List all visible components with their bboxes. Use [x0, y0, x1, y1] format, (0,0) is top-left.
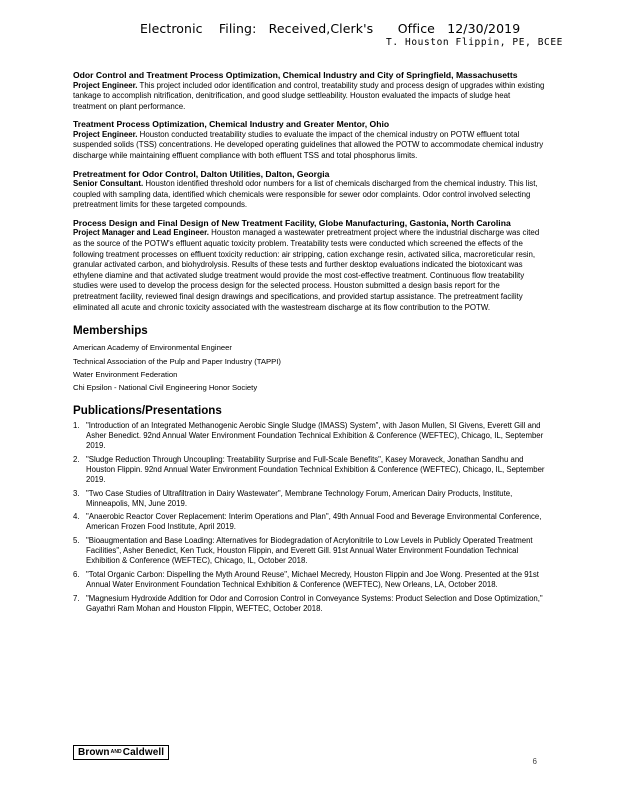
project-entry [73, 70, 545, 112]
publication-text: "Total Organic Carbon: Dispelling the Myth Around Reuse", Michael Mecredy, Houston Flippin and Joe Wong. Presented at the 91st Annual Water Environment Foundation Technical Exhibition & Conference (WEFTEC), New Orleans, LA, October 2018. [86, 569, 539, 590]
publication-item [73, 570, 545, 590]
project-role: Project Manager and Lead Engineer. [73, 228, 209, 238]
publication-number: 3. [73, 488, 80, 498]
logo-word-brown: Brown [78, 747, 110, 758]
publications-list [73, 421, 545, 614]
project-text: Houston managed a wastewater pretreatment project where the industrial discharge was cited as the source of the POTW's effluent aquatic toxicity problem. Treatability tests were conducted which screened the effects of the following treatment processes on effluent toxicity reduction: air stripping, cation exchange resin, activated silica, macroreticular resin, granular activated carbon, and biohydrolysis. Results of these tests and further desktop evaluations indicated the biotoxicant was ethylene diamine and that activated sludge treatment would provide the most cost-effective treatment. Continuous flow treatability studies were used to develop the process design for the selected process. Houston submitted a design basis report for the pretreatment facility, reviewed final design drawings and specifications, and provided startup assistance. The pretreatment facility eliminated all acute and chronic toxicity associated with the wastestream discharge at its flow contribution to the POTW. [73, 228, 540, 312]
logo-word-and: AND [110, 749, 122, 756]
publications-heading: Publications/Presentations [73, 403, 222, 417]
project-text: This project included odor identification and control, treatability study and process design of upgrades within existing tankage to accomplish nitrification, denitrification, and good sludge settleability. Houston evaluated the impacts of sludge heat treatment on plant performance. [73, 80, 545, 111]
project-description [73, 228, 545, 313]
publication-item [73, 536, 545, 567]
membership-item: Chi Epsilon - National Civil Engineering Honor Society [73, 383, 258, 393]
logo-word-caldwell: Caldwell [122, 747, 165, 758]
project-text: Houston conducted treatability studies to evaluate the impact of the chemical industry on POTW effluent total suspended solids (TSS) concentrations. He developed operating guidelines that allowed the POTW to accommodate chemical industry discharge while maintaining effluent compliance with both effluent TSS and total phosphorus limits. [73, 129, 544, 160]
project-role: Project Engineer. [73, 129, 138, 139]
brown-and-caldwell-logo [73, 745, 169, 760]
membership-item: Technical Association of the Pulp and Paper Industry (TAPPI) [73, 356, 281, 366]
membership-item: American Academy of Environmental Engineer [73, 343, 232, 353]
filing-stamp: Electronic Filing: Received,Clerk's Office 12/30/2019 [140, 21, 521, 36]
project-text: Houston identified threshold odor numbers for a list of chemicals discharged from the chemical industry. This list, coupled with sampling data, identified which chemicals were responsible for sewer odor complaints. Odor control involved selecting pretreatment limits for these targeted compounds. [73, 179, 538, 210]
publication-number: 4. [73, 512, 80, 522]
publication-text: "Two Case Studies of Ultrafiltration in Dairy Wastewater", Membrane Technology Forum, American Dairy Products, Institute, Minneapolis, MN, June 2019. [86, 488, 513, 508]
membership-item: Water Environment Federation [73, 369, 178, 379]
project-title: Treatment Process Optimization, Chemical Industry and Greater Mentor, Ohio [73, 119, 390, 130]
memberships-heading: Memberships [73, 324, 148, 338]
author-header: T. Houston Flippin, PE, BCEE [386, 37, 563, 48]
publication-text: "Sludge Reduction Through Uncoupling: Treatability Surprise and Full-Scale Benefits", Kasey Moraveck, Jonathan Sandhu and Houston Flippin. 92nd Annual Water Environment Foundation Technical Exhibition & Conference (WEFTEC), Chicago, IL, September 2019. [86, 454, 545, 485]
memberships-list [73, 341, 545, 395]
project-title: Odor Control and Treatment Process Optimization, Chemical Industry and City of Springfield, Massachusetts [73, 70, 518, 80]
project-entry [73, 119, 545, 161]
project-description [73, 179, 545, 211]
publication-text: "Magnesium Hydroxide Addition for Odor and Corrosion Control in Conveyance Systems: Product Selection and Dose Optimization," Gayathri Ram Mohan and Houston Flippin, WEFTEC, October 2018. [86, 593, 543, 613]
resume-content [73, 70, 545, 617]
publication-number: 1. [73, 420, 80, 430]
publication-number: 5. [73, 535, 80, 545]
publication-item [73, 489, 545, 509]
project-description [73, 81, 545, 113]
project-role: Senior Consultant. [73, 179, 144, 189]
publication-number: 6. [73, 569, 80, 579]
publication-item [73, 421, 545, 452]
publication-number: 2. [73, 454, 80, 464]
publication-item [73, 455, 545, 486]
project-description [73, 130, 545, 162]
project-title: Pretreatment for Odor Control, Dalton Utilities, Dalton, Georgia [73, 168, 330, 179]
publication-text: "Anaerobic Reactor Cover Replacement: Interim Operations and Plan", 49th Annual Food and Beverage Environmental Conference, American Frozen Food Institute, April 2019. [86, 512, 542, 532]
page-number: 6 [532, 757, 537, 766]
publication-text: "Introduction of an Integrated Methanogenic Aerobic Single Sludge (IMASS) System", with Jason Mullen, SI Givens, Everett Gill and Asher Benedict. 92nd Annual Water Environment Foundation Technical Exhibition & Conference (WEFTEC), Chicago, IL, September 2019. [86, 420, 544, 451]
publication-number: 7. [73, 593, 80, 603]
publication-item [73, 512, 545, 532]
publication-item [73, 594, 545, 614]
project-entry [73, 218, 545, 313]
project-entry [73, 169, 545, 211]
project-title: Process Design and Final Design of New Treatment Facility, Globe Manufacturing, Gastonia, North Carolina [73, 217, 511, 228]
publication-text: "Bioaugmentation and Base Loading: Alternatives for Biodegradation of Acrylonitrile to Low Levels in Publicly Operated Treatment Facilities", Asher Benedict, Ken Tuck, Houston Flippin, and Everett Gill. 91st Annual Water Environment Foundation Technical Exhibition & Conference (WEFTEC), Chicago, IL, October 2018. [86, 535, 533, 566]
project-role: Project Engineer. [73, 80, 138, 90]
